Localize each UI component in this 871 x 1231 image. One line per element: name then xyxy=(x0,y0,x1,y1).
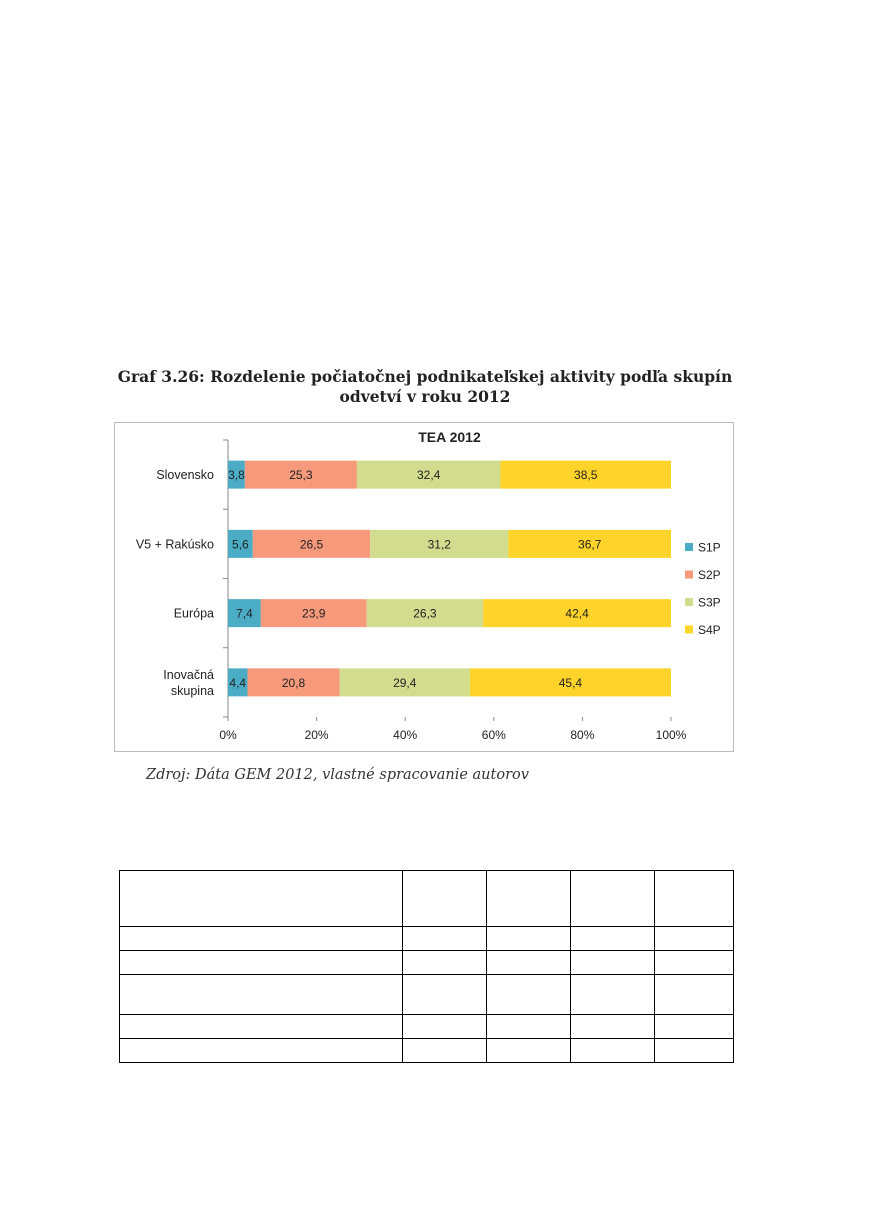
table-cell xyxy=(571,951,655,975)
table-cell xyxy=(120,951,403,975)
legend-label: S1P xyxy=(698,540,721,555)
data-label: 26,5 xyxy=(299,537,324,552)
table-cell xyxy=(403,951,487,975)
table-row xyxy=(120,927,734,951)
x-tick-label: 20% xyxy=(304,728,329,742)
table-row xyxy=(120,871,734,927)
category-label: Európa xyxy=(173,606,214,621)
figure-title-line-1: Graf 3.26: Rozdelenie počiatočnej podnikateľskej aktivity podľa skupín xyxy=(117,367,733,386)
table-cell xyxy=(655,951,734,975)
data-label: 38,5 xyxy=(574,468,598,483)
legend-swatch-s4p xyxy=(685,626,693,634)
legend-swatch-s2p xyxy=(685,571,693,579)
chart-title: TEA 2012 xyxy=(418,429,481,445)
data-label: 7,4 xyxy=(236,606,253,621)
empty-table xyxy=(119,870,734,1063)
legend-label: S2P xyxy=(698,568,721,582)
legend-label: S3P xyxy=(698,595,721,610)
legend-swatch-s3p xyxy=(685,598,693,606)
data-label: 4,4 xyxy=(229,675,247,690)
data-label: 45,4 xyxy=(558,675,583,690)
table-row xyxy=(120,1039,734,1063)
table-cell xyxy=(487,1039,571,1063)
figure-title xyxy=(100,367,750,407)
table-cell xyxy=(655,1039,734,1063)
table-cell xyxy=(655,927,734,951)
data-label: 32,4 xyxy=(416,468,441,483)
data-label: 36,7 xyxy=(578,537,602,552)
category-label: V5 + Rakúsko xyxy=(135,537,214,552)
x-tick-label: 0% xyxy=(219,728,237,742)
table-cell xyxy=(487,951,571,975)
x-tick-label: 100% xyxy=(655,728,687,742)
table-cell xyxy=(120,975,403,1015)
table-cell xyxy=(571,927,655,951)
table-cell xyxy=(403,927,487,951)
table-cell xyxy=(571,871,655,927)
data-label: 23,9 xyxy=(302,606,326,621)
x-tick-label: 40% xyxy=(393,728,418,742)
legend-label: S4P xyxy=(698,623,721,637)
table-cell xyxy=(403,1039,487,1063)
data-label: 25,3 xyxy=(289,468,313,483)
table-cell xyxy=(655,871,734,927)
chart-frame xyxy=(114,422,734,752)
category-label: Inovačná xyxy=(163,667,214,682)
table-row xyxy=(120,951,734,975)
category-label: skupina xyxy=(170,683,214,698)
data-label: 5,6 xyxy=(232,537,249,552)
data-label: 31,2 xyxy=(427,537,451,552)
x-tick-label: 80% xyxy=(570,728,595,742)
category-label: Slovensko xyxy=(156,468,214,483)
table-cell xyxy=(403,1015,487,1039)
table-cell xyxy=(487,975,571,1015)
table-cell xyxy=(655,975,734,1015)
table-cell xyxy=(120,1015,403,1039)
table-cell xyxy=(487,927,571,951)
table-cell xyxy=(120,871,403,927)
table-cell xyxy=(120,1039,403,1063)
data-label: 42,4 xyxy=(565,606,589,621)
stacked-bar-chart xyxy=(115,423,733,751)
data-label: 20,8 xyxy=(281,675,306,690)
x-tick-label: 60% xyxy=(481,728,506,742)
table-cell xyxy=(571,975,655,1015)
data-label: 3,8 xyxy=(228,468,245,483)
table-cell xyxy=(571,1039,655,1063)
table-row xyxy=(120,1015,734,1039)
table-cell xyxy=(571,1015,655,1039)
data-label: 26,3 xyxy=(413,606,437,621)
data-label: 29,4 xyxy=(393,675,417,690)
legend-swatch-s1p xyxy=(685,543,693,551)
table-cell xyxy=(487,871,571,927)
table-cell xyxy=(487,1015,571,1039)
table-cell xyxy=(655,1015,734,1039)
table-cell xyxy=(403,975,487,1015)
figure-title-line-2: odvetví v roku 2012 xyxy=(339,387,511,406)
figure-source: Zdroj: Dáta GEM 2012, vlastné spracovanie autorov xyxy=(146,767,529,783)
table-row xyxy=(120,975,734,1015)
table-cell xyxy=(403,871,487,927)
table-cell xyxy=(120,927,403,951)
